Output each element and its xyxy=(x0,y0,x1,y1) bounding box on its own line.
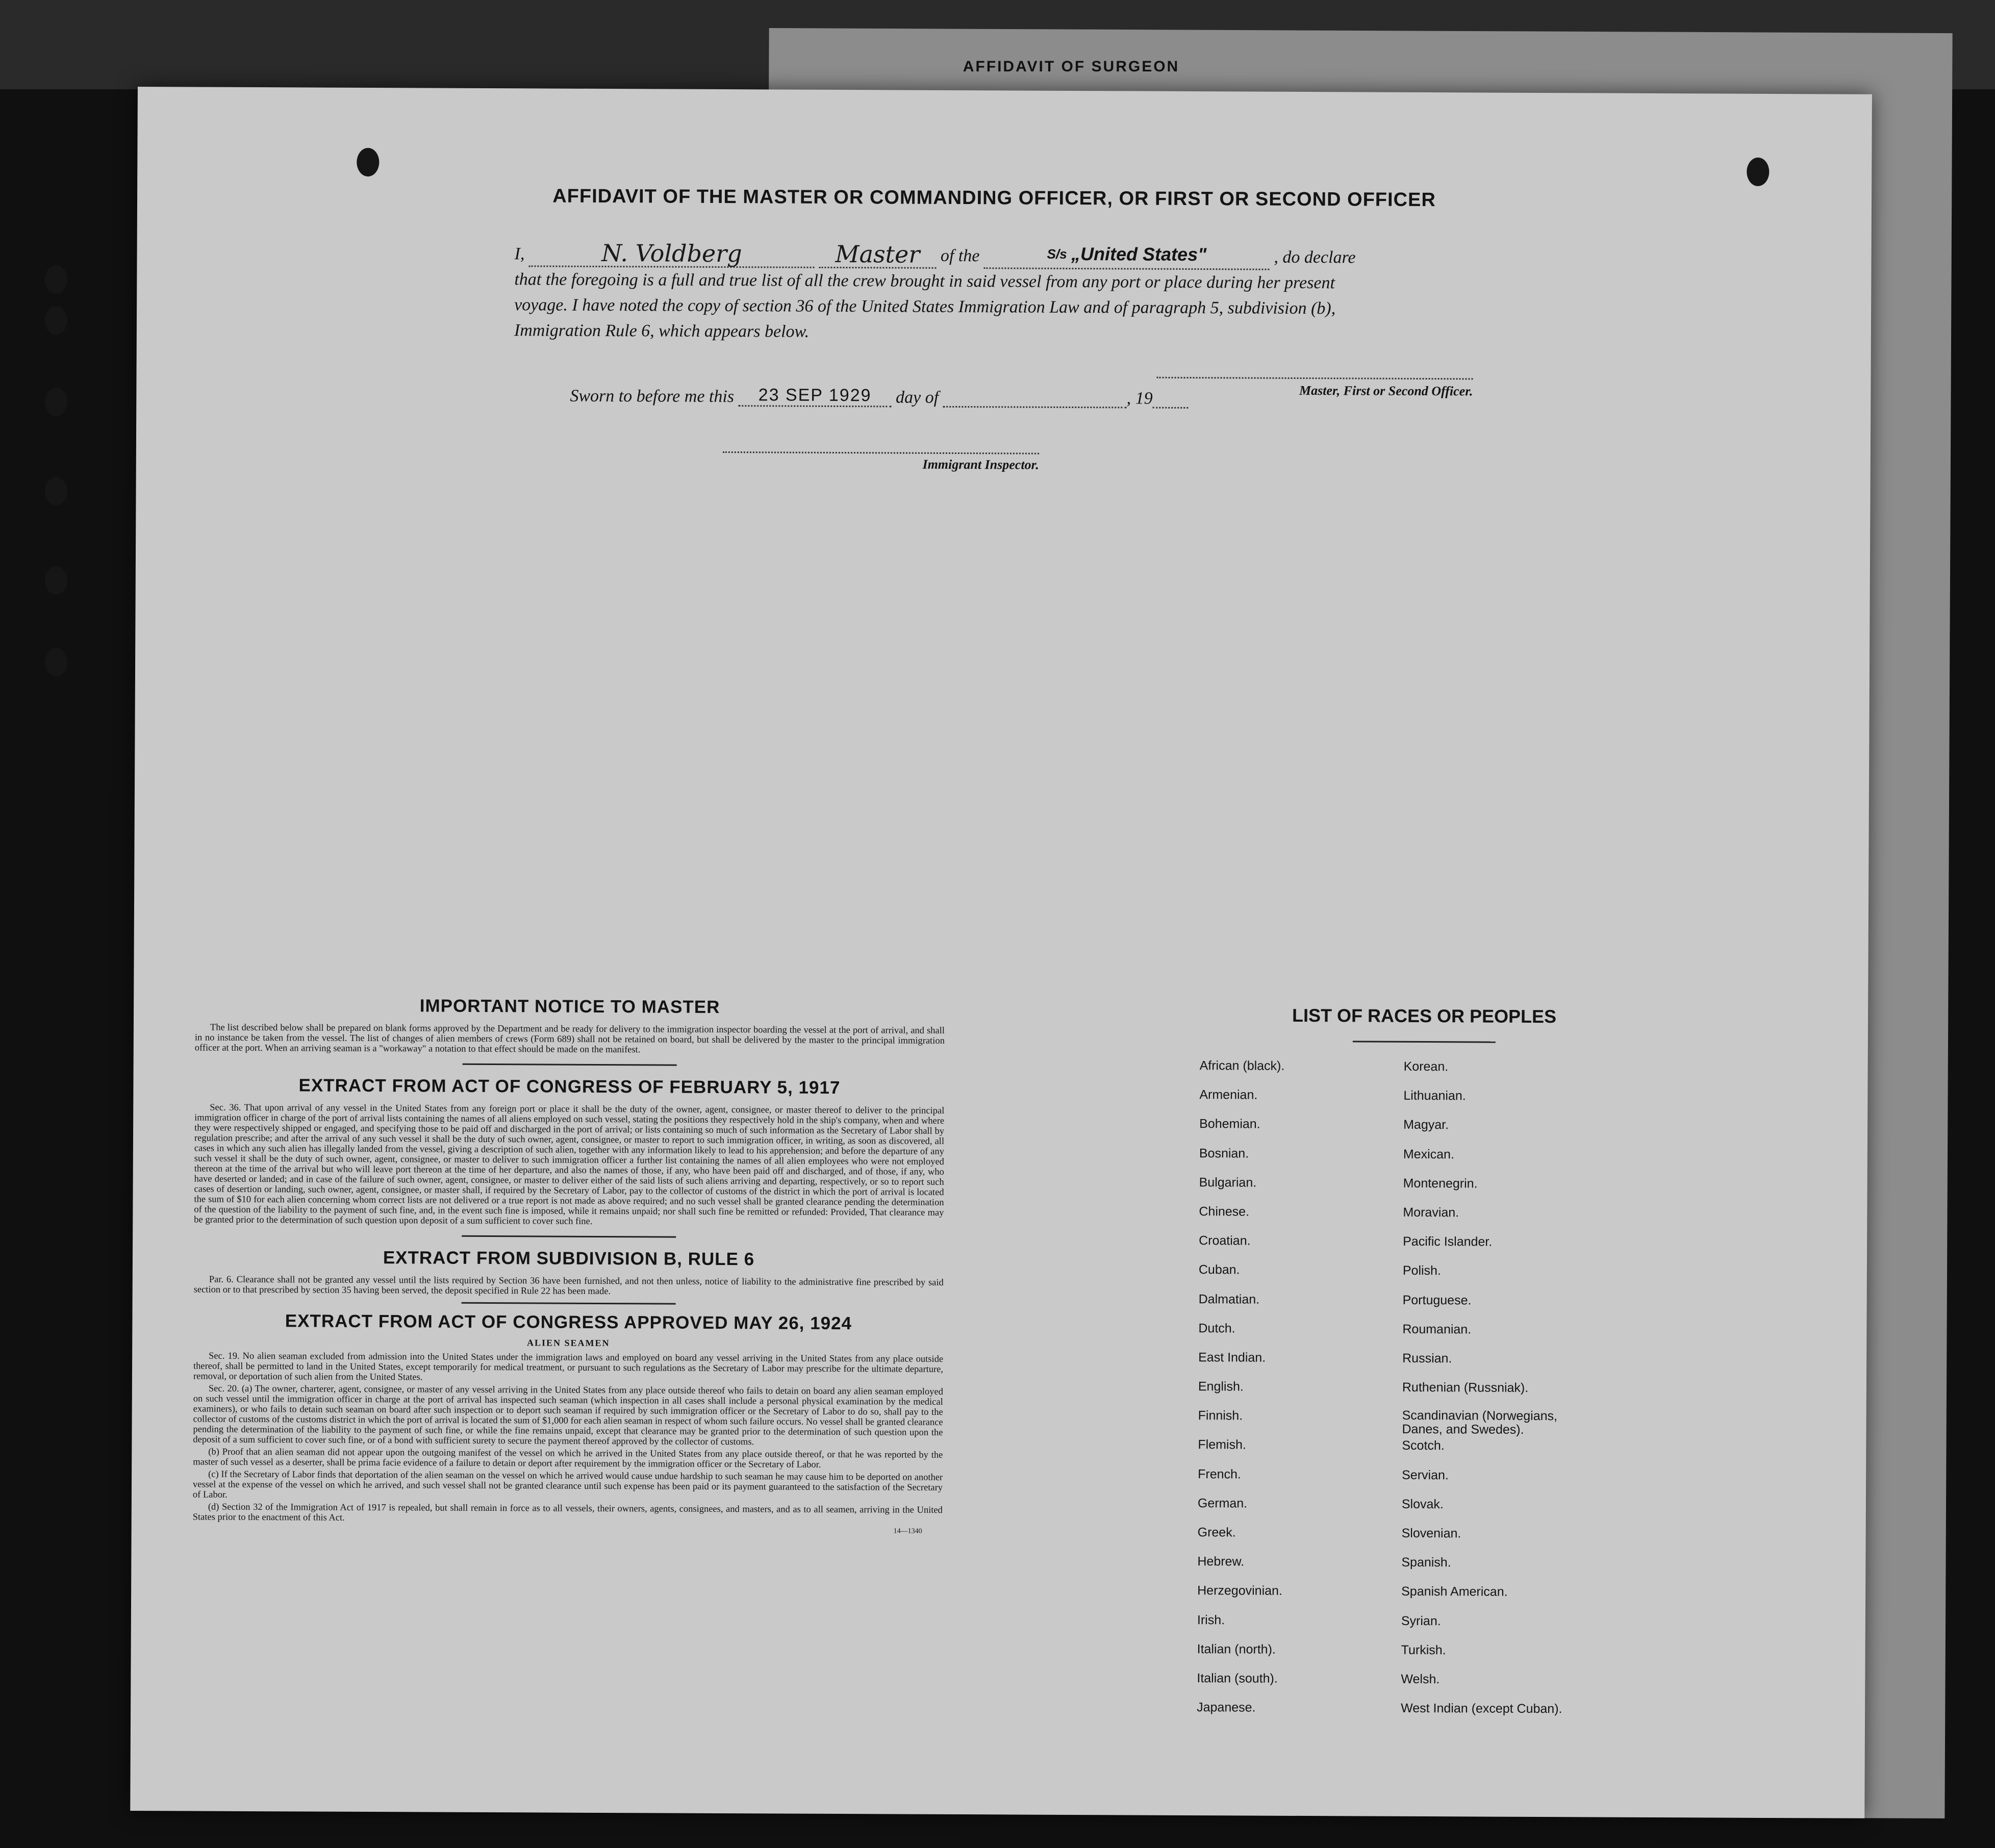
of-the-label: of the xyxy=(940,246,980,266)
header-strip-text: AFFIDAVIT OF SURGEON xyxy=(963,58,1180,75)
race-item: Russian. xyxy=(1402,1351,1452,1366)
divider xyxy=(462,1235,676,1238)
races-divider xyxy=(1353,1041,1496,1043)
race-item: Servian. xyxy=(1402,1467,1449,1482)
declaration-line-2: that the foregoing is a full and true list of all the crew brought in said vessel from any port or place during her present xyxy=(514,270,1335,293)
binder-hole xyxy=(45,265,67,294)
race-item: Bohemian. xyxy=(1199,1117,1260,1131)
race-item: Turkish. xyxy=(1401,1642,1446,1657)
race-item: Slovenian. xyxy=(1401,1526,1461,1541)
race-item: East Indian. xyxy=(1198,1350,1266,1365)
extract-1924-paragraph: (d) Section 32 of the Immigration Act of 1917 is repealed, but shall remain in force as to all vessels, their owners, agents, consignees, and masters, and as to all seamen, arriving in the United States prior to the enactment of this Act. xyxy=(192,1502,943,1523)
races-list-right xyxy=(1401,1059,1638,1731)
declaration-pronoun: I, xyxy=(514,244,525,264)
race-item: Roumanian. xyxy=(1402,1322,1472,1337)
legal-extracts-column xyxy=(193,995,945,1536)
race-item: Italian (south). xyxy=(1197,1671,1278,1686)
notice-text: The list described below shall be prepared on blank forms approved by the Department and be ready for delivery to the immigration inspector boarding the vessel at the port of arrival, and shall in no instance be taken from the vessel. The list of changes of alien members of crews (Form 689) shall not be retained on board, but shall be delivered by the master to the principal immigration officer at the port. When an arriving seaman is a "workaway" a notation to that effect should be made on the manifest. xyxy=(194,1022,945,1055)
race-item: Hebrew. xyxy=(1197,1554,1245,1569)
race-item: Slovak. xyxy=(1401,1497,1444,1512)
binder-hole xyxy=(45,477,67,505)
inspector-signature-block xyxy=(723,441,1039,473)
affidavit-title: AFFIDAVIT OF THE MASTER OR COMMANDING OFFICER, OR FIRST OR SECOND OFFICER xyxy=(552,185,1436,211)
declaration-line-3: voyage. I have noted the copy of section 36 of the United States Immigration Law and of paragraph 5, subdivision (b), xyxy=(514,295,1336,318)
races-list-left xyxy=(1197,1058,1394,1730)
affidavit-page xyxy=(130,87,1872,1818)
race-item: French. xyxy=(1198,1466,1241,1482)
race-item: Herzegovinian. xyxy=(1197,1583,1282,1599)
year-prefix: , 19 xyxy=(1126,389,1153,408)
binder-hole xyxy=(45,306,67,335)
extract-1917-title: EXTRACT FROM ACT OF CONGRESS OF FEBRUARY 5, 1917 xyxy=(298,1075,841,1098)
race-item: Cuban. xyxy=(1198,1262,1240,1277)
race-item: German. xyxy=(1197,1496,1248,1511)
day-of-label: day of xyxy=(896,388,939,407)
signature-label: Master, First or Second Officer. xyxy=(1299,383,1473,399)
race-item: Spanish American. xyxy=(1401,1584,1508,1600)
race-item: West Indian (except Cuban). xyxy=(1401,1701,1562,1716)
race-item: Moravian. xyxy=(1403,1205,1459,1220)
race-item: Montenegrin. xyxy=(1403,1176,1478,1191)
punch-hole xyxy=(1747,158,1769,186)
race-item: Dutch. xyxy=(1198,1321,1235,1336)
inspector-signature-line xyxy=(723,441,1039,454)
race-item: Mexican. xyxy=(1403,1147,1455,1161)
form-number: 14—1340 xyxy=(893,1527,922,1535)
declaration-text xyxy=(514,239,1678,348)
extract-rule6-title: EXTRACT FROM SUBDIVISION B, RULE 6 xyxy=(383,1248,755,1270)
races-title: LIST OF RACES OR PEOPLES xyxy=(1292,1004,1557,1027)
master-name-handwritten: N. Voldberg xyxy=(529,240,815,268)
race-item: Bulgarian. xyxy=(1199,1175,1257,1190)
extract-1924-paragraph: (b) Proof that an alien seaman did not appear upon the outgoing manifest of the vessel on which he arrived in the United States from any place outside thereof, or that he was reported by the master of such vessel as a deserter, shall be prima facie evidence of a failure to detain or deport after requirement by the immigration officer or the Secretary of Labor. xyxy=(193,1447,943,1470)
race-item: Scotch. xyxy=(1402,1438,1445,1453)
race-item: Korean. xyxy=(1403,1059,1449,1074)
do-declare-label: , do declare xyxy=(1274,247,1356,267)
vessel-name: „United States" xyxy=(1071,243,1207,265)
race-item: Flemish. xyxy=(1198,1437,1246,1452)
inspector-label: Immigrant Inspector. xyxy=(922,457,1039,472)
binder-hole xyxy=(45,388,67,416)
binder-hole xyxy=(45,566,67,595)
race-item: Dalmatian. xyxy=(1198,1292,1260,1307)
race-item: Spanish. xyxy=(1401,1555,1451,1570)
race-item: Japanese. xyxy=(1197,1700,1256,1715)
race-item: English. xyxy=(1198,1379,1244,1394)
race-item: African (black). xyxy=(1199,1058,1285,1073)
race-item: Irish. xyxy=(1197,1612,1225,1627)
race-item: Scandinavian (Norwegians, Danes, and Swedes). xyxy=(1402,1408,1558,1437)
extract-1924-paragraph: Sec. 19. No alien seaman excluded from admission into the United States under the immigration laws and employed on board any vessel arriving in the United States from any place outside thereof, shall be permitted to land in the United States, except temporarily for medical treatment, or pursuant to such regulations as the Secretary of Labor may prescribe for the ultimate departure, removal, or deportation of such alien from the United States. xyxy=(193,1351,944,1383)
header-strip xyxy=(765,51,1377,82)
race-item: Croatian. xyxy=(1199,1233,1251,1248)
extract-rule6-text: Par. 6. Clearance shall not be granted any vessel until the lists required by Section 36 have been furnished, and not then unless, notice of liability to the administrative fine prescribed by said section or to that prescribed by section 35 having been served, the deposit specified in Rule 22 has been made. xyxy=(193,1274,944,1297)
race-item: Polish. xyxy=(1402,1263,1442,1278)
race-item: Bosnian. xyxy=(1199,1146,1249,1161)
divider xyxy=(463,1064,677,1066)
extract-1924-subtitle: ALIEN SEAMEN xyxy=(526,1337,610,1349)
punch-hole xyxy=(357,148,379,176)
race-item: Syrian. xyxy=(1401,1613,1441,1628)
extract-1924-paragraph: Sec. 20. (a) The owner, charterer, agent, consignee, or master of any vessel arriving in the United States from any place outside thereof who fails to detain on board any alien seaman employed on such vessel until the immigration officer in charge at the port of arrival has inspected such seaman (which inspection in all cases shall include a personal physical examination by the medical examiners), or who fails to detain such seaman on board after such inspection or to deport such seaman if required by such immigration officer or the Secretary of Labor to do so, shall pay to the collector of customs of the customs district in which the port of arrival is located the sum of $1,000 for each alien seaman in respect of whom such failure occurs. No vessel shall be granted clearance pending the determination of the liability to the payment of such fine, or while the fine remains unpaid, except that clearance may be granted prior to the determination of such question upon the deposit of a sum sufficient to cover such fine, or of a bond with sufficient surety to secure the payment thereof approved by the collector of customs. xyxy=(193,1383,943,1448)
vessel-type: S/s xyxy=(1047,246,1067,262)
divider xyxy=(462,1302,676,1305)
sworn-statement xyxy=(570,385,1188,409)
date-stamp: 23 SEP 1929 xyxy=(758,385,872,406)
race-item: Italian (north). xyxy=(1197,1641,1276,1657)
race-item: Greek. xyxy=(1197,1525,1236,1540)
race-item: Finnish. xyxy=(1198,1408,1243,1423)
race-item: Pacific Islander. xyxy=(1403,1234,1493,1249)
binder-hole xyxy=(45,648,67,676)
race-item: Magyar. xyxy=(1403,1118,1449,1132)
race-item: Welsh. xyxy=(1401,1672,1440,1687)
sworn-label: Sworn to before me this xyxy=(570,386,735,407)
declaration-line-4: Immigration Rule 6, which appears below. xyxy=(514,321,810,341)
signature-line xyxy=(1157,367,1473,380)
race-item: Chinese. xyxy=(1199,1204,1250,1219)
race-item: Portuguese. xyxy=(1402,1293,1472,1307)
race-item: Ruthenian (Russniak). xyxy=(1402,1380,1529,1395)
master-signature-block xyxy=(1156,367,1473,399)
rank-handwritten: Master xyxy=(819,241,936,269)
extract-1924-title: EXTRACT FROM ACT OF CONGRESS APPROVED MAY 26, 1924 xyxy=(285,1311,852,1334)
race-item: Armenian. xyxy=(1199,1087,1258,1102)
extract-1924-paragraph: (c) If the Secretary of Labor finds that deportation of the alien seaman on the vessel on which he arrived would cause undue hardship to such seaman he may cause him to be deported on another vessel at the expense of the vessel on which he arrived, and such vessel shall not be granted clearance until such expense has been paid or its payment guaranteed to the satisfaction of the Secretary of Labor. xyxy=(192,1469,943,1500)
notice-title: IMPORTANT NOTICE TO MASTER xyxy=(419,996,720,1017)
race-item: Lithuanian. xyxy=(1403,1088,1466,1103)
extract-1917-text: Sec. 36. That upon arrival of any vessel in the United States from any foreign port or place it shall be the duty of the owner, agent, consignee, or master thereof to deliver to the principal immigration officer in charge of the port of arrival lists containing the names of all aliens employed on such vessel, stating the positions they respectively hold in the ship's company, when and where they were respectively shipped or engaged, and specifying those to be paid off and discharged in the port of arrival; or lists containing so much of such information as the Secretary of Labor shall by regulation prescribe; and after the arrival of any such vessel it shall be the duty of such owner, agent, consignee, or master to report to such immigration officer, in writing, as soon as discovered, all cases in which any such alien has illegally landed from the vessel, giving a description of such alien, together with any information likely to lead to his apprehension; and before the departure of any such vessel it shall be the duty of such owner, agent, consignee, or master to deliver to such immigration officer a further list containing the names of all alien employees who were not employed thereon at the time of the arrival but who will leave port thereon at the time of her departure, and also the names of those, if any, who have been paid off and discharged, and of those, if any, who have deserted or landed; and in case of the failure of such owner, agent, consignee, or master to deliver either of the said lists of such aliens arriving and departing, respectively, or so to report such cases of desertion or landing, such owner, agent, consignee, or master shall, if required by the Secretary of Labor, pay to the collector of customs of the district in which the port of arrival is located the sum of $10 for each alien concerning whom correct lists are not delivered or a true report is not made as above required; and no such vessel shall be granted clearance pending the determination of the question of the liability to the payment of such fine, and, in the event such fine is imposed, while it remains unpaid; nor shall such fine be remitted or refunded: Provided, That clearance may be granted prior to the determination of such question upon deposit of a sum sufficient to cover such fine. xyxy=(194,1102,945,1227)
